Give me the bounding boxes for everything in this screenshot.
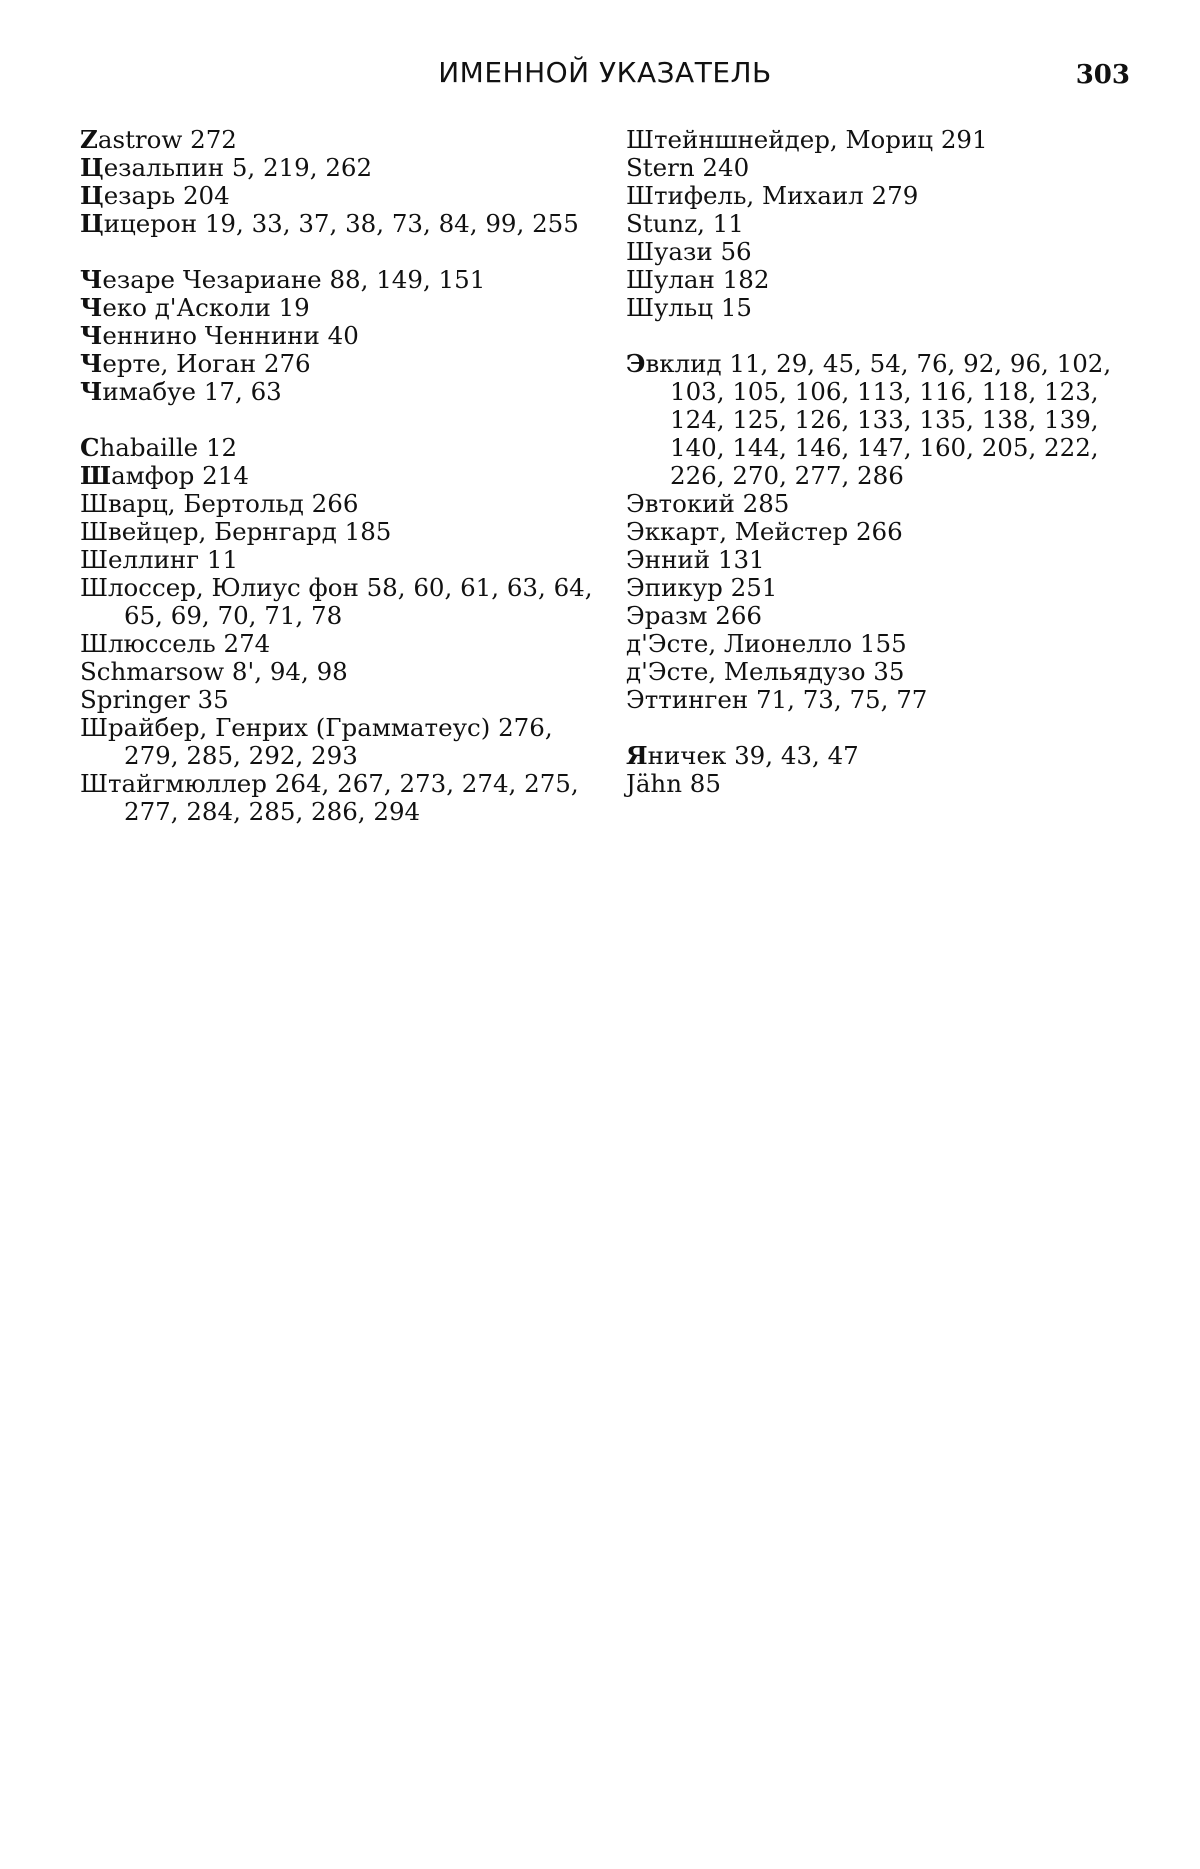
index-entry-text: Шеллинг 11 xyxy=(80,545,239,574)
index-entry-text: имабуе 17, 63 xyxy=(102,377,282,406)
index-entry xyxy=(80,294,600,322)
index-entry-text: езарь 204 xyxy=(103,181,230,210)
index-entry xyxy=(626,182,1146,210)
index-entry xyxy=(80,686,600,714)
index-entry-text: Эккарт, Мейстер 266 xyxy=(626,517,903,546)
index-entry xyxy=(80,490,600,518)
index-entry-initial: Ч xyxy=(80,321,103,350)
index-entry xyxy=(80,154,600,182)
index-entry-text: ерте, Иоган 276 xyxy=(102,349,311,378)
index-entry-initial: Ч xyxy=(80,377,103,406)
index-entry-text: Шулан 182 xyxy=(626,265,770,294)
index-entry xyxy=(80,182,600,210)
index-entry-text: Штифель, Михаил 279 xyxy=(626,181,919,210)
index-entry xyxy=(626,210,1146,238)
index-entry xyxy=(626,518,1146,546)
index-entry-text: амфор 214 xyxy=(111,461,249,490)
index-entry-text: astrow 272 xyxy=(97,125,237,154)
index-entry-initial: Э xyxy=(626,349,646,378)
index-entry-text: Stern 240 xyxy=(626,153,750,182)
index-entry xyxy=(80,574,600,630)
index-entry-initial: Ц xyxy=(80,181,104,210)
index-entry xyxy=(80,658,600,686)
index-entry-text: Шульц 15 xyxy=(626,293,752,322)
index-entry xyxy=(626,350,1146,490)
index-entry-initial: Ц xyxy=(80,153,104,182)
index-entry xyxy=(626,126,1146,154)
index-entry-text: Schmarsow 8', 94, 98 xyxy=(80,657,348,686)
index-entry xyxy=(626,602,1146,630)
index-entry-text: езаре Чезариане 88, 149, 151 xyxy=(102,265,486,294)
index-entry-initial: Ч xyxy=(80,265,103,294)
index-entry xyxy=(626,770,1146,798)
index-entry-text: еко д'Асколи 19 xyxy=(102,293,310,322)
letter-group-gap xyxy=(626,714,1146,742)
index-entry-text: езальпин 5, 219, 262 xyxy=(103,153,373,182)
index-entry-initial: Ч xyxy=(80,293,103,322)
index-entry xyxy=(80,630,600,658)
index-entry-text: д'Эсте, Лионелло 155 xyxy=(626,629,907,658)
index-entry-text: habaille 12 xyxy=(99,433,238,462)
letter-group-gap xyxy=(626,322,1146,350)
index-entry xyxy=(80,518,600,546)
index-entry xyxy=(80,462,600,490)
index-entry xyxy=(80,350,600,378)
index-entry-text: ничек 39, 43, 47 xyxy=(647,741,859,770)
index-entry-initial: Ш xyxy=(80,461,112,490)
index-entry-initial: Ц xyxy=(80,209,104,238)
index-entry xyxy=(626,742,1146,770)
index-entry-text: ицерон 19, 33, 37, 38, 73, 84, 99, 255 xyxy=(103,209,579,238)
index-entry xyxy=(80,210,600,238)
index-entry-initial: Ч xyxy=(80,349,103,378)
index-entry-text: Энний 131 xyxy=(626,545,765,574)
index-entry xyxy=(626,658,1146,686)
index-entry-text: Springer 35 xyxy=(80,685,229,714)
index-entry-text: Шлоссер, Юлиус фон 58, 60, 61, 63, 64, 65, 69, 70, 71, 78 xyxy=(80,573,593,630)
index-entry xyxy=(626,546,1146,574)
index-entry-text: Stunz, 11 xyxy=(626,209,744,238)
index-entry-text: Эвтокий 285 xyxy=(626,489,790,518)
index-entry xyxy=(80,434,600,462)
letter-group-gap xyxy=(80,406,600,434)
index-entry-text: Штейншнейдер, Мориц 291 xyxy=(626,125,988,154)
index-entry xyxy=(626,238,1146,266)
index-column-left xyxy=(80,126,600,826)
index-entry-text: Эттинген 71, 73, 75, 77 xyxy=(626,685,928,714)
index-entry xyxy=(80,126,600,154)
index-entry xyxy=(80,546,600,574)
index-entry-text: вклид 11, 29, 45, 54, 76, 92, 96, 102, 103, 105, 106, 113, 116, 118, 123, 124, 125, 126, 133, 135, 138, 139, 140, 144, 146, 147, 160, 205, 222, 226, 270, 277, 286 xyxy=(645,349,1112,490)
index-entry xyxy=(626,490,1146,518)
running-header xyxy=(80,56,1130,96)
index-entry-text: Штайгмюллер 264, 267, 273, 274, 275, 277, 284, 285, 286, 294 xyxy=(80,769,579,826)
index-column-right xyxy=(626,126,1146,798)
index-entry xyxy=(626,266,1146,294)
index-entry-text: еннино Ченнини 40 xyxy=(102,321,359,350)
index-entry-text: Шрайбер, Генрих (Грамматеус) 276, 279, 285, 292, 293 xyxy=(80,713,553,770)
index-entry-text: Эпикур 251 xyxy=(626,573,778,602)
index-entry xyxy=(80,322,600,350)
letter-group-gap xyxy=(80,238,600,266)
index-entry-text: Эразм 266 xyxy=(626,601,763,630)
index-entry xyxy=(626,630,1146,658)
index-entry xyxy=(80,770,600,826)
index-entry-text: Швейцер, Бернгард 185 xyxy=(80,517,392,546)
index-entry xyxy=(80,714,600,770)
index-entry xyxy=(626,686,1146,714)
index-entry-initial: Z xyxy=(80,125,98,154)
index-entry xyxy=(626,154,1146,182)
index-entry xyxy=(80,266,600,294)
index-entry-text: Шуази 56 xyxy=(626,237,752,266)
index-entry xyxy=(626,574,1146,602)
index-entry-initial: Я xyxy=(626,741,648,770)
index-entry-text: Jähn 85 xyxy=(626,769,721,798)
index-entry-text: Шварц, Бертольд 266 xyxy=(80,489,359,518)
index-entry xyxy=(80,378,600,406)
index-entry-initial: C xyxy=(80,433,100,462)
index-entry-text: д'Эсте, Мельядузо 35 xyxy=(626,657,905,686)
page-title: ИМЕННОЙ УКАЗАТЕЛЬ xyxy=(438,56,772,89)
index-entry-text: Шлюссель 274 xyxy=(80,629,271,658)
page-number: 303 xyxy=(1075,60,1130,90)
index-entry xyxy=(626,294,1146,322)
